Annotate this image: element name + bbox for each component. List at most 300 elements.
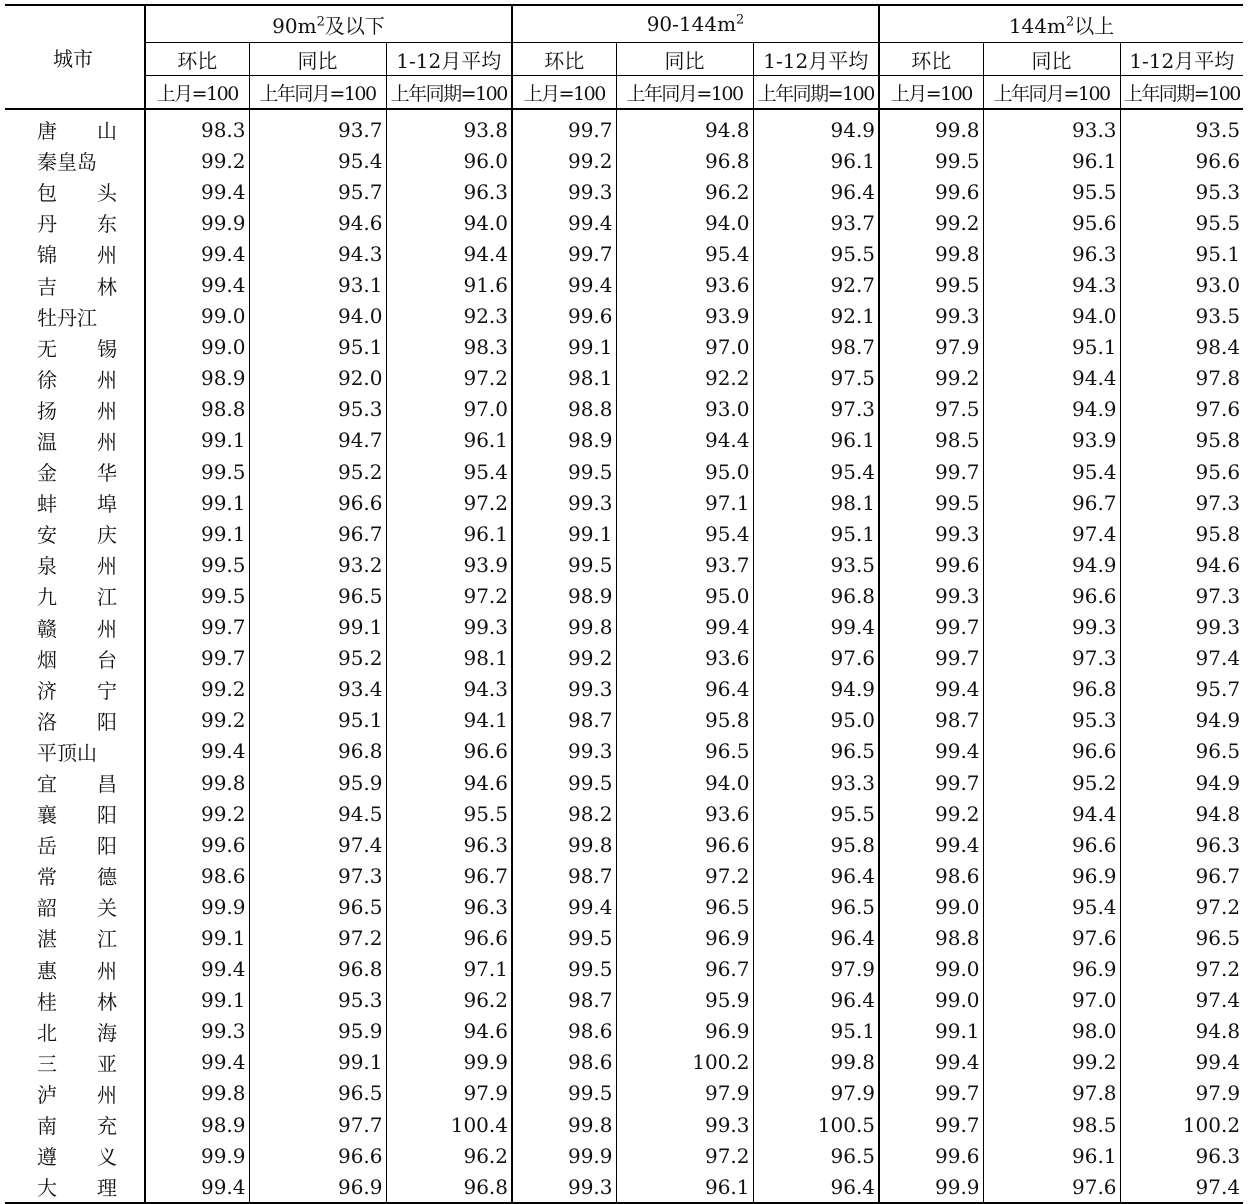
- value-cell: 94.9: [1120, 705, 1243, 736]
- value-cell: 97.9: [753, 954, 879, 985]
- value-cell: 95.2: [983, 767, 1120, 798]
- table-row: [5, 1171, 1243, 1203]
- value-cell: 94.5: [249, 798, 386, 829]
- value-cell: 99.4: [1120, 1047, 1243, 1078]
- value-cell: 99.7: [879, 612, 983, 643]
- value-cell: 95.6: [983, 207, 1120, 238]
- value-cell: 96.1: [983, 145, 1120, 176]
- value-cell: 92.1: [753, 301, 879, 332]
- city-cell: 唐 山: [37, 119, 117, 144]
- value-cell: 97.3: [249, 860, 386, 891]
- subheader: 同比: [616, 43, 753, 76]
- value-cell: 99.3: [512, 487, 616, 518]
- value-cell: 99.3: [879, 580, 983, 611]
- city-cell: 北 海: [37, 1020, 117, 1045]
- subheader: 1-12月平均: [753, 43, 879, 76]
- value-cell: 96.2: [386, 985, 512, 1016]
- value-cell: 99.3: [879, 301, 983, 332]
- table-row: [5, 425, 1243, 456]
- value-cell: 93.2: [249, 549, 386, 580]
- value-cell: 95.5: [753, 798, 879, 829]
- city-cell: 宜 昌: [37, 772, 117, 797]
- value-cell: 99.0: [145, 301, 249, 332]
- value-cell: 93.9: [983, 425, 1120, 456]
- subheader: 1-12月平均: [386, 43, 512, 76]
- value-cell: 99.4: [879, 674, 983, 705]
- value-cell: 99.5: [879, 145, 983, 176]
- value-cell: 98.7: [512, 860, 616, 891]
- value-cell: 95.8: [616, 705, 753, 736]
- value-cell: 99.3: [512, 674, 616, 705]
- value-cell: 97.3: [1120, 580, 1243, 611]
- table-row: [5, 1078, 1243, 1109]
- value-cell: 92.0: [249, 363, 386, 394]
- subheader: 同比: [249, 43, 386, 76]
- value-cell: 95.1: [753, 518, 879, 549]
- base-header: 上年同月=100: [249, 76, 386, 110]
- value-cell: 96.3: [1120, 829, 1243, 860]
- value-cell: 97.9: [616, 1078, 753, 1109]
- value-cell: 95.1: [983, 332, 1120, 363]
- city-cell: 泸 州: [37, 1082, 117, 1107]
- table-row: [5, 109, 1243, 145]
- value-cell: 94.0: [386, 207, 512, 238]
- table-row: [5, 301, 1243, 332]
- value-cell: 95.0: [616, 580, 753, 611]
- value-cell: 97.9: [879, 332, 983, 363]
- value-cell: 99.1: [145, 922, 249, 953]
- value-cell: 99.7: [879, 1078, 983, 1109]
- table-row: [5, 238, 1243, 269]
- value-cell: 97.2: [616, 860, 753, 891]
- value-cell: 96.5: [249, 580, 386, 611]
- value-cell: 94.3: [249, 238, 386, 269]
- value-cell: 94.6: [249, 207, 386, 238]
- table-row: [5, 176, 1243, 207]
- value-cell: 99.9: [145, 1140, 249, 1171]
- value-cell: 99.4: [753, 612, 879, 643]
- value-cell: 96.3: [386, 829, 512, 860]
- value-cell: 99.4: [145, 269, 249, 300]
- city-column-header: 城市: [5, 5, 145, 109]
- value-cell: 97.2: [249, 922, 386, 953]
- value-cell: 95.5: [386, 798, 512, 829]
- value-cell: 98.9: [145, 1109, 249, 1140]
- value-cell: 94.6: [386, 767, 512, 798]
- table-row: [5, 798, 1243, 829]
- value-cell: 99.4: [879, 736, 983, 767]
- value-cell: 95.3: [983, 705, 1120, 736]
- value-cell: 96.4: [753, 176, 879, 207]
- table-row: [5, 145, 1243, 176]
- value-cell: 99.2: [512, 145, 616, 176]
- value-cell: 94.4: [983, 798, 1120, 829]
- value-cell: 97.4: [983, 518, 1120, 549]
- value-cell: 96.4: [753, 860, 879, 891]
- table-row: [5, 1047, 1243, 1078]
- value-cell: 99.2: [145, 145, 249, 176]
- value-cell: 97.6: [753, 643, 879, 674]
- value-cell: 99.5: [512, 767, 616, 798]
- table-row: [5, 580, 1243, 611]
- value-cell: 99.0: [879, 985, 983, 1016]
- value-cell: 97.4: [1120, 643, 1243, 674]
- value-cell: 96.6: [983, 736, 1120, 767]
- value-cell: 96.6: [983, 829, 1120, 860]
- value-cell: 96.2: [616, 176, 753, 207]
- value-cell: 96.6: [249, 487, 386, 518]
- value-cell: 99.1: [145, 425, 249, 456]
- value-cell: 99.1: [145, 518, 249, 549]
- value-cell: 93.6: [616, 643, 753, 674]
- value-cell: 96.3: [386, 891, 512, 922]
- value-cell: 95.1: [1120, 238, 1243, 269]
- value-cell: 96.5: [249, 891, 386, 922]
- value-cell: 93.9: [616, 301, 753, 332]
- value-cell: 99.5: [512, 456, 616, 487]
- value-cell: 99.1: [249, 1047, 386, 1078]
- value-cell: 99.4: [145, 1047, 249, 1078]
- value-cell: 99.4: [145, 954, 249, 985]
- value-cell: 98.7: [879, 705, 983, 736]
- city-cell: 烟 台: [37, 647, 117, 672]
- value-cell: 99.4: [879, 829, 983, 860]
- value-cell: 96.9: [983, 860, 1120, 891]
- value-cell: 94.9: [983, 394, 1120, 425]
- value-cell: 96.3: [1120, 1140, 1243, 1171]
- value-cell: 99.4: [616, 612, 753, 643]
- value-cell: 98.8: [512, 394, 616, 425]
- value-cell: 96.0: [386, 145, 512, 176]
- value-cell: 95.1: [249, 705, 386, 736]
- value-cell: 94.9: [1120, 767, 1243, 798]
- value-cell: 99.8: [512, 612, 616, 643]
- table-row: [5, 767, 1243, 798]
- value-cell: 99.7: [145, 643, 249, 674]
- value-cell: 99.1: [512, 518, 616, 549]
- value-cell: 99.5: [145, 580, 249, 611]
- value-cell: 99.1: [145, 985, 249, 1016]
- value-cell: 99.0: [879, 954, 983, 985]
- value-cell: 93.6: [616, 269, 753, 300]
- value-cell: 98.0: [983, 1016, 1120, 1047]
- value-cell: 97.8: [1120, 363, 1243, 394]
- base-header: 上月=100: [879, 76, 983, 110]
- value-cell: 97.6: [983, 1171, 1120, 1203]
- table-row: [5, 487, 1243, 518]
- city-cell: 泉 州: [37, 554, 117, 579]
- city-cell: 温 州: [37, 429, 117, 454]
- value-cell: 99.8: [753, 1047, 879, 1078]
- value-cell: 95.3: [1120, 176, 1243, 207]
- value-cell: 92.7: [753, 269, 879, 300]
- value-cell: 99.2: [512, 643, 616, 674]
- city-cell: 三 亚: [37, 1051, 117, 1076]
- value-cell: 97.3: [753, 394, 879, 425]
- city-cell: 济 宁: [37, 678, 117, 703]
- value-cell: 97.9: [1120, 1078, 1243, 1109]
- value-cell: 93.3: [983, 109, 1120, 145]
- value-cell: 95.2: [249, 456, 386, 487]
- value-cell: 93.7: [753, 207, 879, 238]
- value-cell: 97.1: [386, 954, 512, 985]
- value-cell: 93.0: [616, 394, 753, 425]
- table-row: [5, 1140, 1243, 1171]
- value-cell: 96.1: [753, 425, 879, 456]
- value-cell: 100.2: [1120, 1109, 1243, 1140]
- city-cell: 安 庆: [37, 523, 117, 548]
- value-cell: 99.7: [879, 1109, 983, 1140]
- value-cell: 95.5: [1120, 207, 1243, 238]
- value-cell: 97.4: [1120, 985, 1243, 1016]
- city-cell: 扬 州: [37, 398, 117, 423]
- city-cell: 秦皇岛: [37, 150, 97, 175]
- value-cell: 94.0: [249, 301, 386, 332]
- value-cell: 95.9: [249, 767, 386, 798]
- value-cell: 94.1: [386, 705, 512, 736]
- value-cell: 94.6: [1120, 549, 1243, 580]
- value-cell: 96.4: [753, 985, 879, 1016]
- value-cell: 95.4: [386, 456, 512, 487]
- value-cell: 94.4: [386, 238, 512, 269]
- value-cell: 99.2: [145, 674, 249, 705]
- value-cell: 94.3: [386, 674, 512, 705]
- city-cell: 桂 林: [37, 989, 117, 1014]
- value-cell: 96.7: [249, 518, 386, 549]
- value-cell: 99.9: [879, 1171, 983, 1203]
- table-body: [5, 109, 1243, 1203]
- value-cell: 93.3: [753, 767, 879, 798]
- value-cell: 96.1: [616, 1171, 753, 1203]
- city-cell: 南 充: [37, 1114, 117, 1139]
- value-cell: 99.3: [512, 736, 616, 767]
- value-cell: 96.5: [616, 736, 753, 767]
- value-cell: 99.1: [145, 487, 249, 518]
- subheader: 1-12月平均: [1120, 43, 1243, 76]
- value-cell: 98.2: [512, 798, 616, 829]
- value-cell: 99.6: [879, 549, 983, 580]
- table-row: [5, 829, 1243, 860]
- value-cell: 98.7: [512, 705, 616, 736]
- value-cell: 99.7: [879, 643, 983, 674]
- value-cell: 95.9: [616, 985, 753, 1016]
- value-cell: 98.8: [145, 394, 249, 425]
- value-cell: 93.7: [616, 549, 753, 580]
- city-cell: 蚌 埠: [37, 492, 117, 517]
- value-cell: 99.5: [145, 549, 249, 580]
- value-cell: 99.1: [879, 1016, 983, 1047]
- value-cell: 94.8: [1120, 1016, 1243, 1047]
- value-cell: 99.4: [879, 1047, 983, 1078]
- value-cell: 96.1: [983, 1140, 1120, 1171]
- value-cell: 96.1: [386, 425, 512, 456]
- value-cell: 99.6: [145, 829, 249, 860]
- value-cell: 99.9: [145, 207, 249, 238]
- value-cell: 99.8: [879, 109, 983, 145]
- table-row: [5, 860, 1243, 891]
- value-cell: 98.3: [145, 109, 249, 145]
- subheader: 环比: [512, 43, 616, 76]
- group-header-large: $144m^2$以上: [879, 5, 1243, 43]
- city-cell: 遵 义: [37, 1145, 117, 1170]
- value-cell: 93.7: [249, 109, 386, 145]
- city-cell: 无 锡: [37, 336, 117, 361]
- value-cell: 97.2: [386, 363, 512, 394]
- value-cell: 99.3: [983, 612, 1120, 643]
- value-cell: 97.3: [983, 643, 1120, 674]
- value-cell: 96.8: [983, 674, 1120, 705]
- group-header-small: $90m^2$及以下: [145, 5, 512, 43]
- value-cell: 98.6: [512, 1047, 616, 1078]
- value-cell: 94.9: [753, 109, 879, 145]
- value-cell: 97.3: [1120, 487, 1243, 518]
- table-row: [5, 1016, 1243, 1047]
- value-cell: 95.1: [753, 1016, 879, 1047]
- value-cell: 99.2: [879, 363, 983, 394]
- value-cell: 97.6: [1120, 394, 1243, 425]
- value-cell: 96.5: [616, 891, 753, 922]
- value-cell: 96.6: [386, 736, 512, 767]
- city-cell: 平顶山: [37, 740, 97, 765]
- value-cell: 99.5: [512, 922, 616, 953]
- subheader: 环比: [145, 43, 249, 76]
- city-cell: 包 头: [37, 181, 117, 206]
- value-cell: 97.7: [249, 1109, 386, 1140]
- table-row: [5, 207, 1243, 238]
- value-cell: 96.9: [616, 1016, 753, 1047]
- value-cell: 99.6: [512, 301, 616, 332]
- value-cell: 98.3: [386, 332, 512, 363]
- value-cell: 95.4: [249, 145, 386, 176]
- value-cell: 91.6: [386, 269, 512, 300]
- value-cell: 98.7: [512, 985, 616, 1016]
- value-cell: 96.8: [249, 736, 386, 767]
- value-cell: 98.9: [145, 363, 249, 394]
- value-cell: 93.6: [616, 798, 753, 829]
- value-cell: 96.5: [753, 1140, 879, 1171]
- value-cell: 99.8: [512, 829, 616, 860]
- value-cell: 96.8: [616, 145, 753, 176]
- value-cell: 99.6: [879, 1140, 983, 1171]
- value-cell: 95.5: [753, 238, 879, 269]
- value-cell: 99.9: [145, 891, 249, 922]
- value-cell: 99.7: [145, 612, 249, 643]
- value-cell: 96.6: [386, 922, 512, 953]
- value-cell: 96.6: [616, 829, 753, 860]
- base-header: 上月=100: [512, 76, 616, 110]
- value-cell: 99.8: [879, 238, 983, 269]
- value-cell: 97.4: [249, 829, 386, 860]
- value-cell: 97.2: [386, 580, 512, 611]
- value-cell: 99.8: [145, 1078, 249, 1109]
- value-cell: 99.0: [879, 891, 983, 922]
- value-cell: 96.6: [983, 580, 1120, 611]
- value-cell: 99.1: [512, 332, 616, 363]
- value-cell: 99.3: [616, 1109, 753, 1140]
- group-header-medium: $90-144m^2$: [512, 5, 879, 43]
- value-cell: 99.8: [512, 1109, 616, 1140]
- value-cell: 96.5: [1120, 736, 1243, 767]
- value-cell: 97.0: [386, 394, 512, 425]
- base-header: 上年同期=100: [1120, 76, 1243, 110]
- city-cell: 襄 阳: [37, 803, 117, 828]
- base-header: 上年同月=100: [616, 76, 753, 110]
- value-cell: 95.7: [1120, 674, 1243, 705]
- value-cell: 99.4: [512, 207, 616, 238]
- value-cell: 99.3: [1120, 612, 1243, 643]
- city-cell: 洛 阳: [37, 709, 117, 734]
- value-cell: 94.0: [616, 207, 753, 238]
- base-header: 上年同月=100: [983, 76, 1120, 110]
- city-cell: 徐 州: [37, 367, 117, 392]
- value-cell: 96.8: [386, 1171, 512, 1203]
- value-cell: 95.8: [1120, 425, 1243, 456]
- value-cell: 98.5: [983, 1109, 1120, 1140]
- value-cell: 99.5: [879, 269, 983, 300]
- value-cell: 93.4: [249, 674, 386, 705]
- value-cell: 98.7: [753, 332, 879, 363]
- value-cell: 97.2: [1120, 891, 1243, 922]
- value-cell: 95.9: [249, 1016, 386, 1047]
- value-cell: 96.7: [1120, 860, 1243, 891]
- value-cell: 98.8: [879, 922, 983, 953]
- value-cell: 96.7: [983, 487, 1120, 518]
- value-cell: 96.7: [616, 954, 753, 985]
- value-cell: 97.4: [1120, 1171, 1243, 1203]
- value-cell: 94.0: [616, 767, 753, 798]
- value-cell: 99.4: [512, 891, 616, 922]
- base-header: 上年同期=100: [386, 76, 512, 110]
- value-cell: 95.4: [983, 456, 1120, 487]
- city-cell: 九 江: [37, 585, 117, 610]
- table-row: [5, 891, 1243, 922]
- base-header: 上年同期=100: [753, 76, 879, 110]
- value-cell: 100.5: [753, 1109, 879, 1140]
- value-cell: 99.9: [512, 1140, 616, 1171]
- value-cell: 99.3: [386, 612, 512, 643]
- table-row: [5, 394, 1243, 425]
- value-cell: 95.5: [983, 176, 1120, 207]
- value-cell: 99.4: [512, 269, 616, 300]
- value-cell: 99.2: [983, 1047, 1120, 1078]
- table-row: [5, 736, 1243, 767]
- subheader: 同比: [983, 43, 1120, 76]
- value-cell: 99.3: [145, 1016, 249, 1047]
- value-cell: 99.5: [512, 954, 616, 985]
- value-cell: 97.1: [616, 487, 753, 518]
- value-cell: 97.2: [616, 1140, 753, 1171]
- value-cell: 98.1: [386, 643, 512, 674]
- table-row: [5, 518, 1243, 549]
- value-cell: 99.5: [512, 1078, 616, 1109]
- value-cell: 99.2: [145, 705, 249, 736]
- value-cell: 98.5: [879, 425, 983, 456]
- table-row: [5, 612, 1243, 643]
- value-cell: 92.2: [616, 363, 753, 394]
- value-cell: 96.6: [249, 1140, 386, 1171]
- value-cell: 95.2: [249, 643, 386, 674]
- value-cell: 96.8: [249, 954, 386, 985]
- value-cell: 99.3: [879, 518, 983, 549]
- value-cell: 94.4: [616, 425, 753, 456]
- city-cell: 大 理: [5, 1171, 145, 1203]
- value-cell: 95.0: [753, 705, 879, 736]
- value-cell: 99.5: [512, 549, 616, 580]
- value-cell: 97.0: [616, 332, 753, 363]
- value-cell: 96.4: [753, 1171, 879, 1203]
- value-cell: 94.0: [983, 301, 1120, 332]
- value-cell: 95.3: [249, 394, 386, 425]
